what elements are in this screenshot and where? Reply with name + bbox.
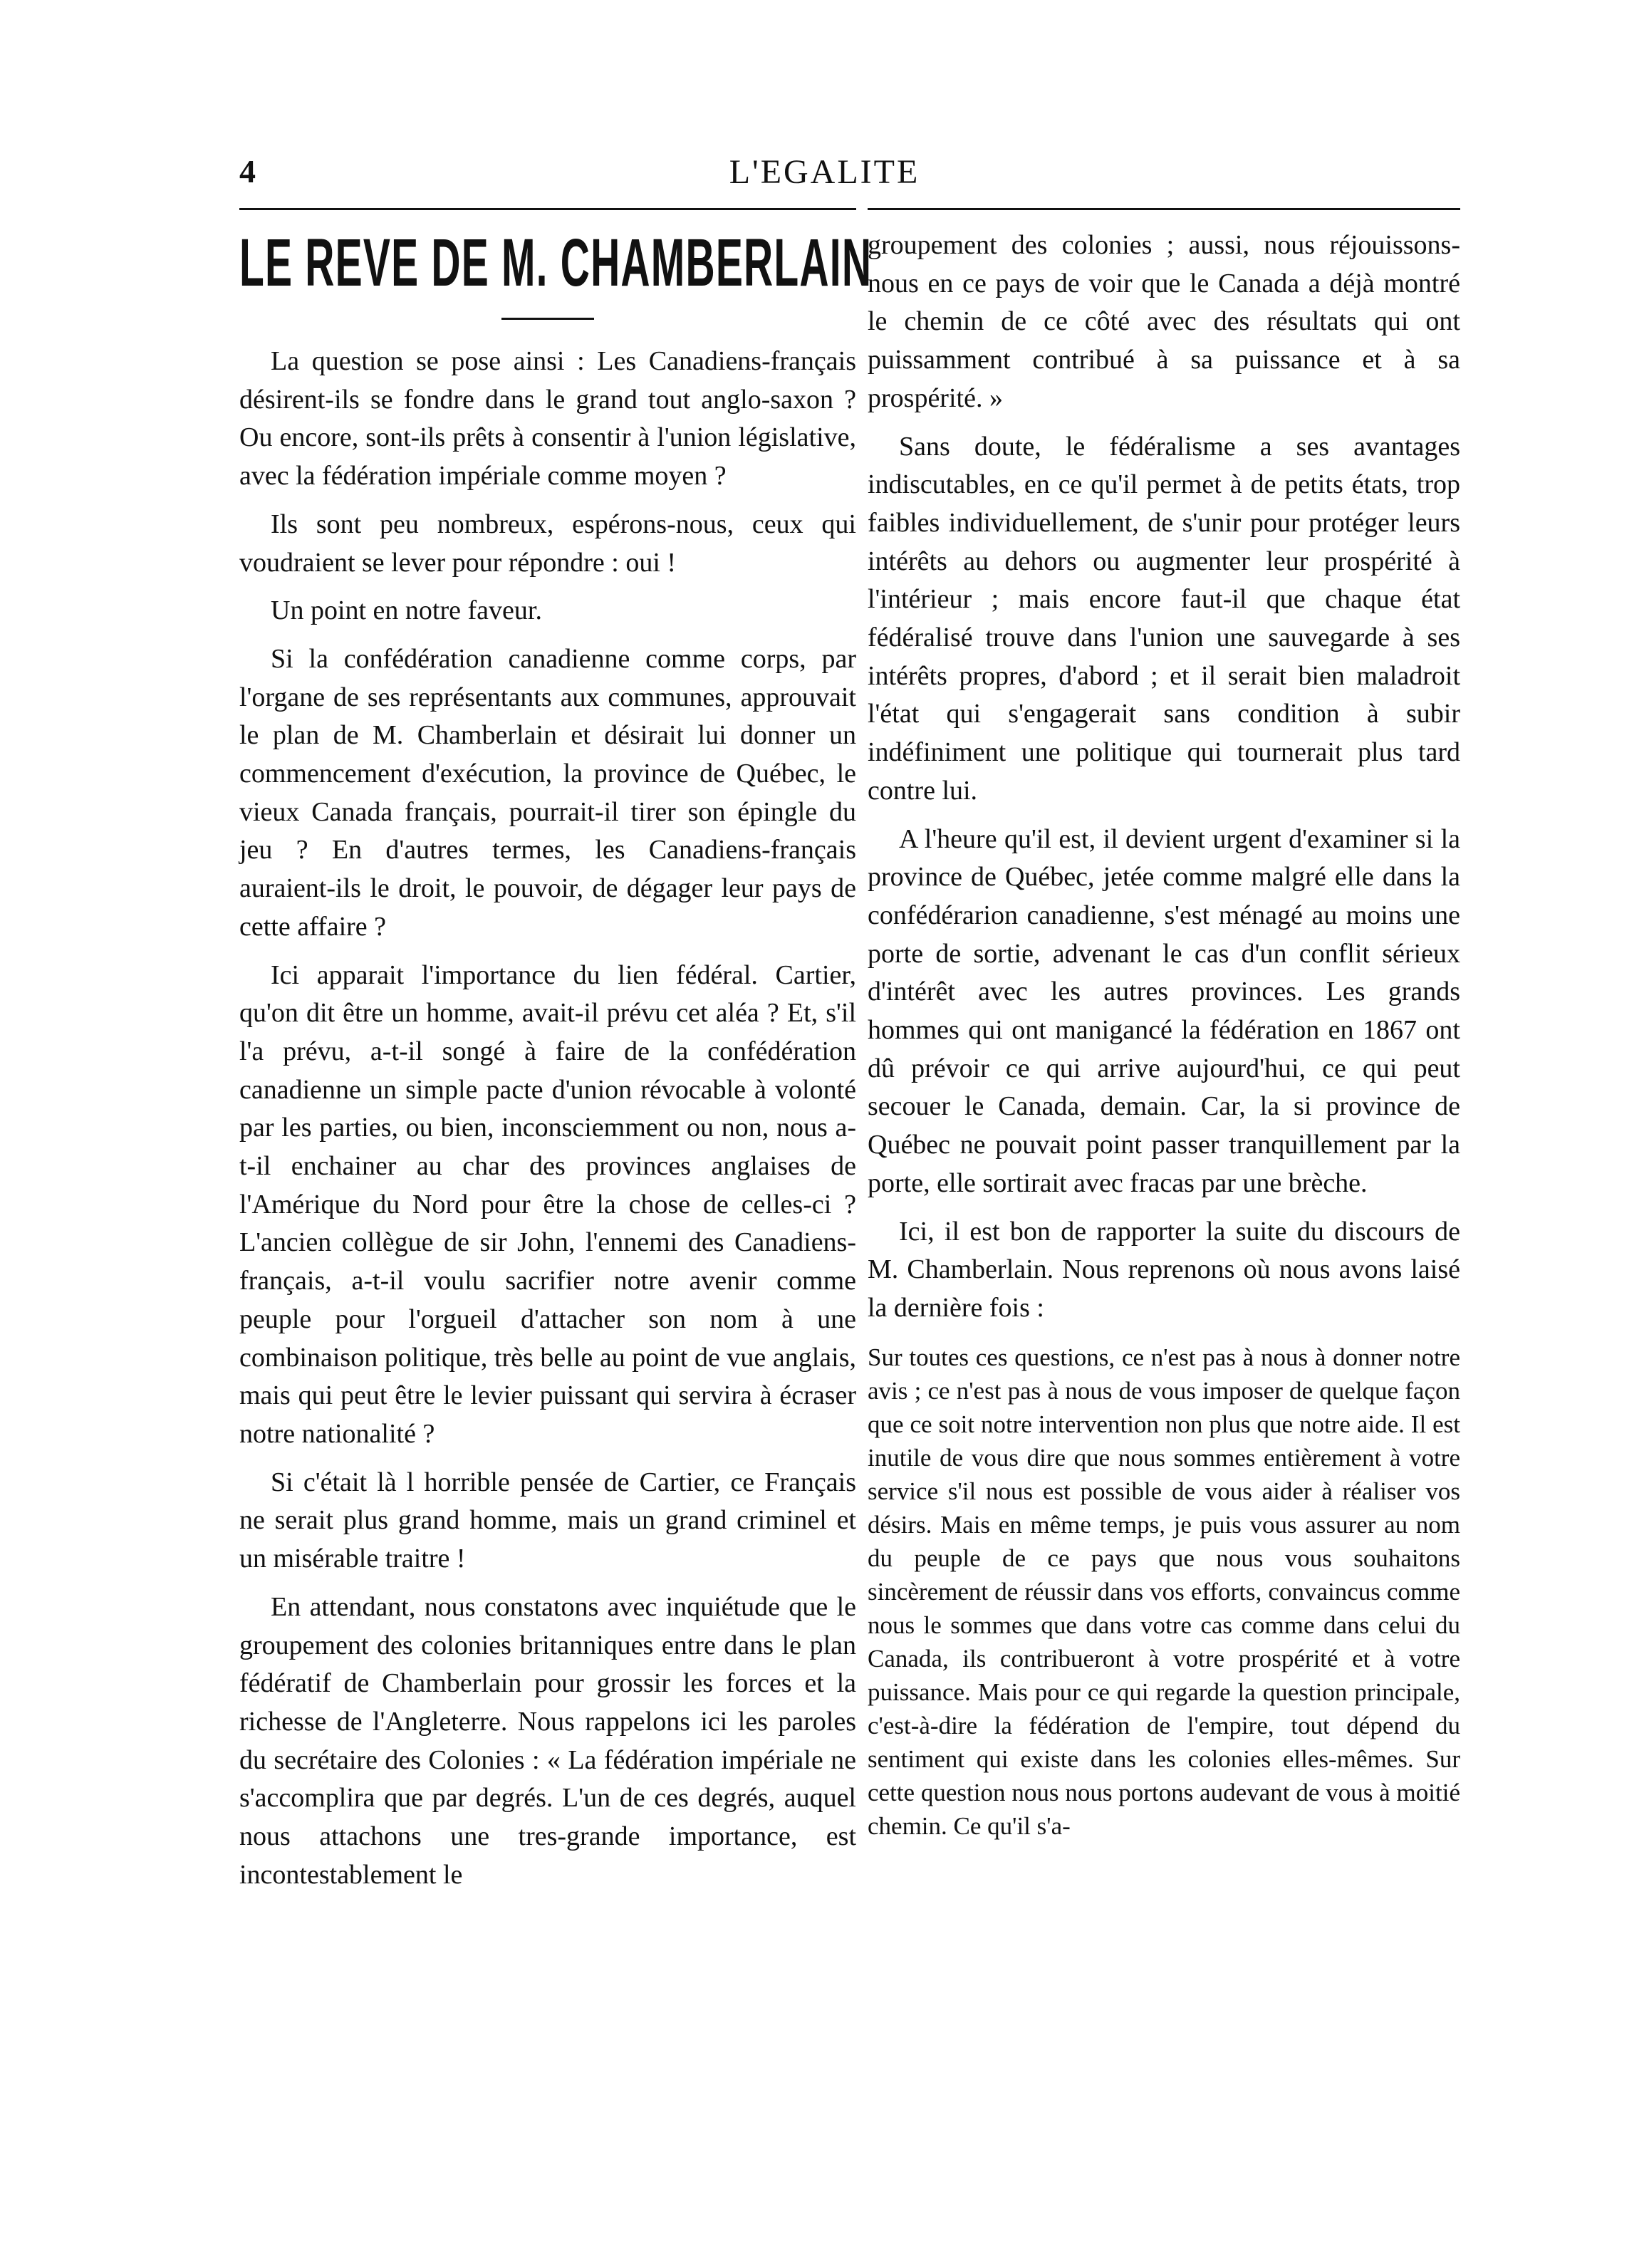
header-rule-right	[868, 208, 1460, 210]
left-column	[239, 225, 873, 1904]
quoted-speech	[868, 1341, 1460, 1843]
article-headline: LE REVE DE M. CHAMBERLAIN	[239, 225, 873, 301]
paragraph: Sans doute, le fédéralisme a ses avantages indiscutables, en ce qu'il permet à de petits états, trop faibles individuellement, de s'unir pour protéger leurs intérêts au dehors ou augmenter leur prospérité à l'intérieur ; mais encore faut-il que chaque état fédéralisé trouve dans l'union une sauvegarde à ses intérêts propres, d'abord ; et il serait bien maladroit l'état qui s'engagerait sans condition à subir indéfiniment une politique qui tournerait plus tard contre lui.	[868, 431, 1460, 806]
paragraph: Si la confédération canadienne comme corps, par l'organe de ses représentants aux communes, approuvait le plan de M. Chamberlain et désirait lui donner un commencement d'exécution, la province de Québec, le vieux Canada français, pourrait-il tirer son épingle du jeu ? En d'autres termes, les Canadiens-français auraient-ils le droit, le pouvoir, de dégager leur pays de cette affaire ?	[239, 643, 856, 942]
paragraph: Ici, il est bon de rapporter la suite du discours de M. Chamberlain. Nous reprenons où nous avons laisé la dernière fois :	[868, 1216, 1460, 1323]
headline-rule	[501, 318, 594, 320]
right-column	[868, 227, 1460, 1843]
paragraph: A l'heure qu'il est, il devient urgent d'examiner si la province de Québec, jetée comme malgré elle dans la confédérarion canadienne, s'est ménagé au moins une porte de sortie, advenant le cas d'un conflit sérieux d'intérêt avec les autres provinces. Les grands hommes qui ont manigancé la fédération en 1867 ont dû prévoir ce qui arrive aujourd'hui, ce qui peut secouer le Canada, demain. Car, la si province de Québec ne pouvait point passer tranquillement par la porte, elle sortirait avec fracas par une brèche.	[868, 823, 1460, 1198]
paragraph: La question se pose ainsi : Les Canadiens-français désirent-ils se fondre dans le grand tout anglo-saxon ? Ou encore, sont-ils prêts à consentir à l'union législative, avec la fédération impériale comme moyen ?	[239, 346, 856, 491]
paragraph: groupement des colonies ; aussi, nous réjouissons-nous en ce pays de voir que le Canada a déjà montré le chemin de ce côté avec des résultats qui ont puissamment contribué à sa puissance et à sa prospérité. »	[868, 230, 1460, 413]
paragraph: Si c'était là l horrible pensée de Cartier, ce Français ne serait plus grand homme, mais un grand criminel et un misérable traitre !	[239, 1467, 856, 1574]
paragraph: Un point en notre faveur.	[271, 595, 542, 626]
page-number: 4	[239, 153, 256, 189]
paragraph: En attendant, nous constatons avec inquiétude que le groupement des colonies britanniques entre dans le plan fédératif de Chamberlain pour grossir les forces et la richesse de l'Angleterre. Nous rappelons ici les paroles du secrétaire des Colonies : « La fédération impériale ne s'accomplira que par degrés. L'un de ces degrés, auquel nous attachons une tres-grande importance, est incontestablement le	[239, 1591, 856, 1890]
header-rule-left	[239, 208, 856, 210]
paragraph: Ils sont peu nombreux, espérons-nous, ceux qui voudraient se lever pour répondre : oui !	[239, 509, 856, 578]
paragraph: Ici apparait l'importance du lien fédéral. Cartier, qu'on dit être un homme, avait-il prévu cet aléa ? Et, s'il l'a prévu, a-t-il songé à faire de la confédération canadienne un simple pacte d'union révocable à volonté par les parties, ou bien, inconsciemment ou non, nous a-t-il enchainer au char des provinces anglaises de l'Amérique du Nord pour être la chose de celles-ci ? L'ancien collègue de sir John, l'ennemi des Canadiens-français, a-t-il voulu sacrifier notre avenir comme peuple pour l'orgueil d'attacher son nom à une combinaison politique, très belle au point de vue anglais, mais qui peut être le levier puissant qui servira à écraser notre nationalité ?	[239, 959, 856, 1449]
running-head-title: L'EGALITE	[729, 153, 920, 191]
quote-text: Sur toutes ces questions, ce n'est pas à nous à donner notre avis ; ce n'est pas à nous de vous imposer de quelque façon que ce soit notre intervention non plus que notre aide. Il est inutile de vous dire que nous sommes entièrement à votre service s'il nous est possible de vous aider à réaliser vos désirs. Mais en même temps, je puis vous assurer au nom du peuple de ce pays que nous vous souhaitons sincèrement de réussir dans vos efforts, convaincus comme nous le sommes que dans votre cas comme dans celui du Canada, ils contribueront à votre prospérité et à votre puissance. Mais pour ce qui regarde la question principale, c'est-à-dire la fédération de l'empire, tout dépend du sentiment qui existe dans les colonies elles-mêmes. Sur cette question nous nous portons audevant de vous à moitié chemin. Ce qu'il s'a-	[868, 1343, 1460, 1840]
